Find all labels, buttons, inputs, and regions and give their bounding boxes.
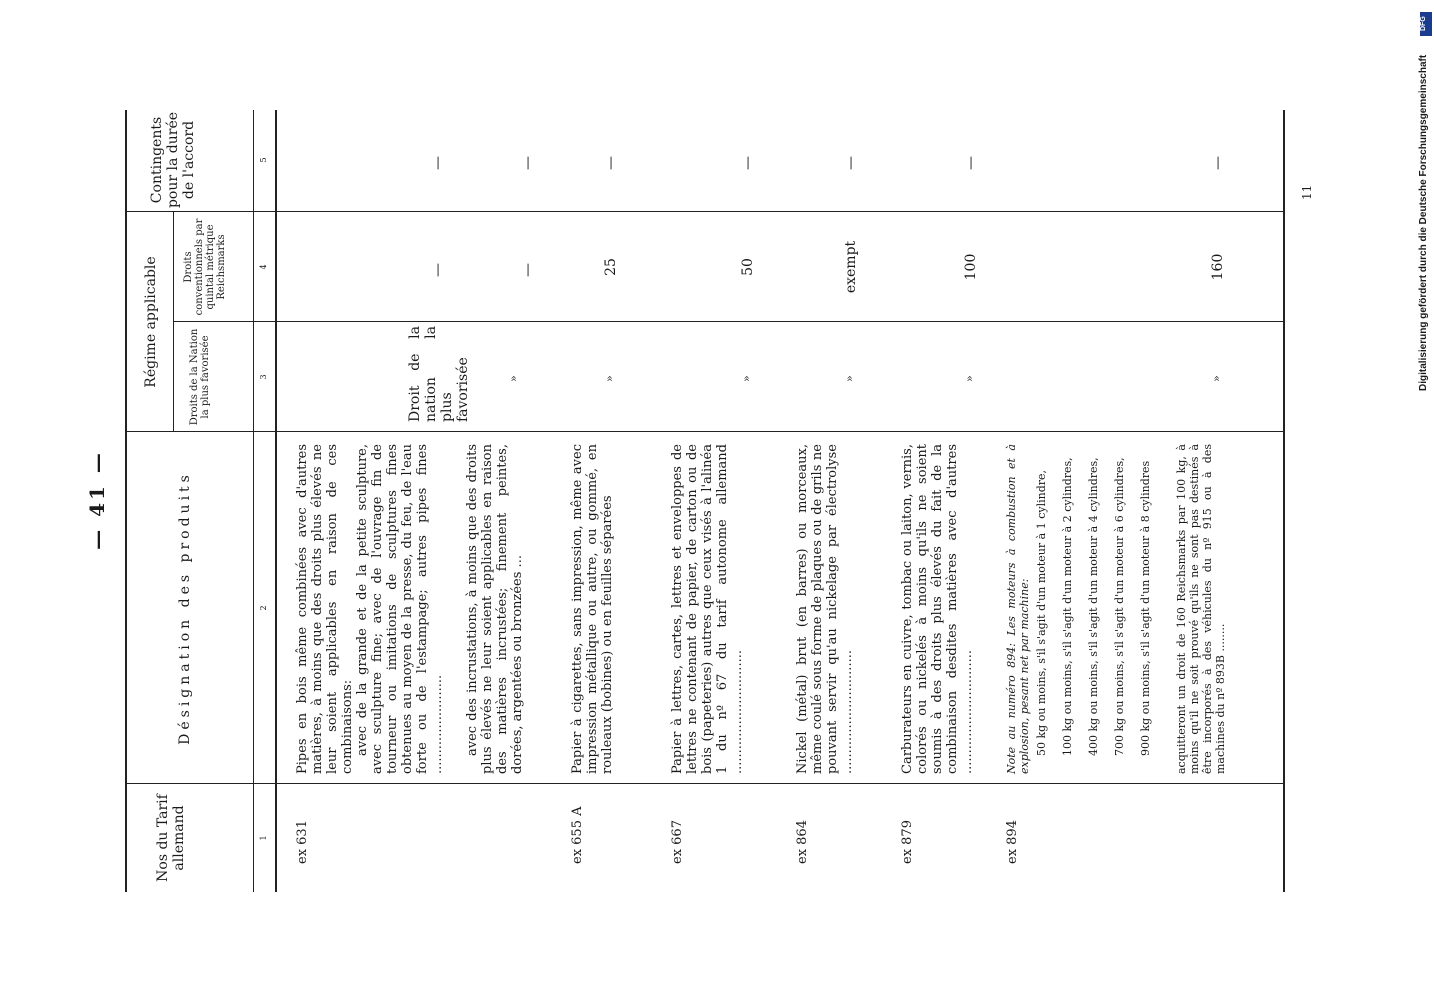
droits-value: » [603,375,616,382]
header-col2: Désignation des produits [177,471,193,745]
header-col4: Droits conventionnels par quintal métrique Reichsmarks [183,218,227,316]
colnum-1: 1 [259,835,268,841]
product-sub-description: avec de la grande et de la petite sculpture, avec sculpture fine; avec de l'ouvrage fin de tourneur ou imitations de sculptures fines obtenues au moyen de la presse, du feu, de l'eau forte ou de l'estampage; autres pipes fines ........................ [355,444,445,774]
product-description: Nickel (métal) brut (en barres) ou morceaux, même coulé sous forme de plaques ou de grils ne pouvant servir qu'au nickelage par électrolyse .............................. [795,444,855,774]
conv-value: 100 [963,253,979,281]
col-divider-3 [173,321,1283,322]
engine-line-5: 900 kg ou moins, s'il s'agit d'un moteur à 8 cylindres [1139,460,1152,756]
contingent-value: — [1210,156,1226,170]
tarif-number: ex 879 [900,820,915,864]
tarif-number: ex 864 [795,820,810,864]
droits-value: » [507,375,520,382]
engine-line-1: 50 kg ou moins, s'il s'agit d'un moteur à 1 cylindre, [1035,469,1048,756]
conv-value: 25 [603,258,619,276]
engine-line-3: 400 kg ou moins, s'il s'agit d'un moteur à 4 cylindres, [1087,457,1100,756]
droits-value: » [963,375,976,382]
col-divider-4 [125,211,1283,212]
header-num-rule [253,110,254,892]
contingent-value: — [843,156,859,170]
colnum-2: 2 [259,605,268,611]
product-description: Pipes en bois même combinées avec d'autres matières, à moins que des droits plus élevés ne leur soient applicables en raison de ces combinaisons: [295,444,355,774]
header-col5: Contingents pour la durée de l'accord [149,111,197,209]
col-divider-2 [125,431,1283,432]
colnum-5: 5 [259,157,268,163]
contingent-value: — [603,156,619,170]
contingent-value: — [740,156,756,170]
dfg-logo: DFG [1420,12,1432,36]
product-description: Papier à cigarettes, sans impression, même avec impression métallique ou autre, ou gommé, en rouleaux (bobines) ou en feuilles séparées [570,444,615,774]
table-top-rule [125,110,127,892]
engine-line-2: 100 kg ou moins, s'il s'agit d'un moteur à 2 cylindres, [1061,457,1074,756]
contingent-value: — [430,156,446,170]
watermark [1418,6,1434,996]
droits-value: Droit de la nation la plus favorisée [407,326,471,422]
product-sub-description: avec des incrustations, à moins que des droits plus élevés ne leur soient applicables en raison des matières incrustées; finement peintes, dorées, argentées ou bronzées ... [465,444,525,774]
side-page-number: 11 [1300,184,1314,200]
tarif-number: ex 655 A [570,806,585,864]
droits-value: » [1210,375,1223,382]
engine-line-4: 700 kg ou moins, s'il s'agit d'un moteur à 6 cylindres, [1113,457,1126,756]
conv-value: 160 [1210,253,1226,281]
tarif-number: ex 667 [670,820,685,864]
colnum-3: 3 [259,374,268,380]
tarif-number: ex 894 [1005,820,1020,864]
table-bottom-rule [1283,110,1285,892]
product-description: Papier à lettres, cartes, lettres et enveloppes de lettres ne contenant de papier, de carton ou de bois (papeteries) autres que ceux visés à l'alinéa 1 du nº 67 du tarif autonome allemand .............................. [670,444,745,774]
header-regime: Régime applicable [143,256,159,388]
header-col1: Nos du Tarif allemand [155,794,187,882]
conv-value: exempt [843,240,859,294]
tarif-number: ex 631 [295,820,310,864]
product-description: Carburateurs en cuivre, tombac ou laiton, vernis, colorés ou nickelés à moins qu'ils ne soient soumis à des droits plus élevés du fait de la combinaison desdites matières avec d'autres .............................. [900,444,975,774]
conv-value: 50 [740,258,756,276]
droits-value: » [740,375,753,382]
header-col3: Droits de la Nation la plus favorisée [189,328,211,426]
watermark-text: Digitalisierung gefördert durch die Deutsche Forschungsgemeinschaft [1418,54,1429,391]
colnum-4: 4 [259,264,268,270]
col-divider-1 [125,783,1283,784]
tariff-table [125,110,1295,892]
regime-rule [173,212,174,432]
conv-value: — [520,263,536,277]
page-number: — 41 — [85,450,109,550]
contingent-value: — [963,156,979,170]
product-tail: acquitteront un droit de 160 Reichsmarks par 100 kg, à moins qu'il ne soit prouvé qu'ils ne sont pas destinés à être incorporés à des véhicules du nº 915 ou à des machines du nº 893B ........ [1175,444,1227,774]
contingent-value: — [520,156,536,170]
header-bottom-rule [275,110,277,892]
product-note: Note au numéro 894: Les moteurs à combustion et à explosion, pesant net par machine: [1005,444,1031,774]
droits-value: » [843,375,856,382]
conv-value: — [430,263,446,277]
